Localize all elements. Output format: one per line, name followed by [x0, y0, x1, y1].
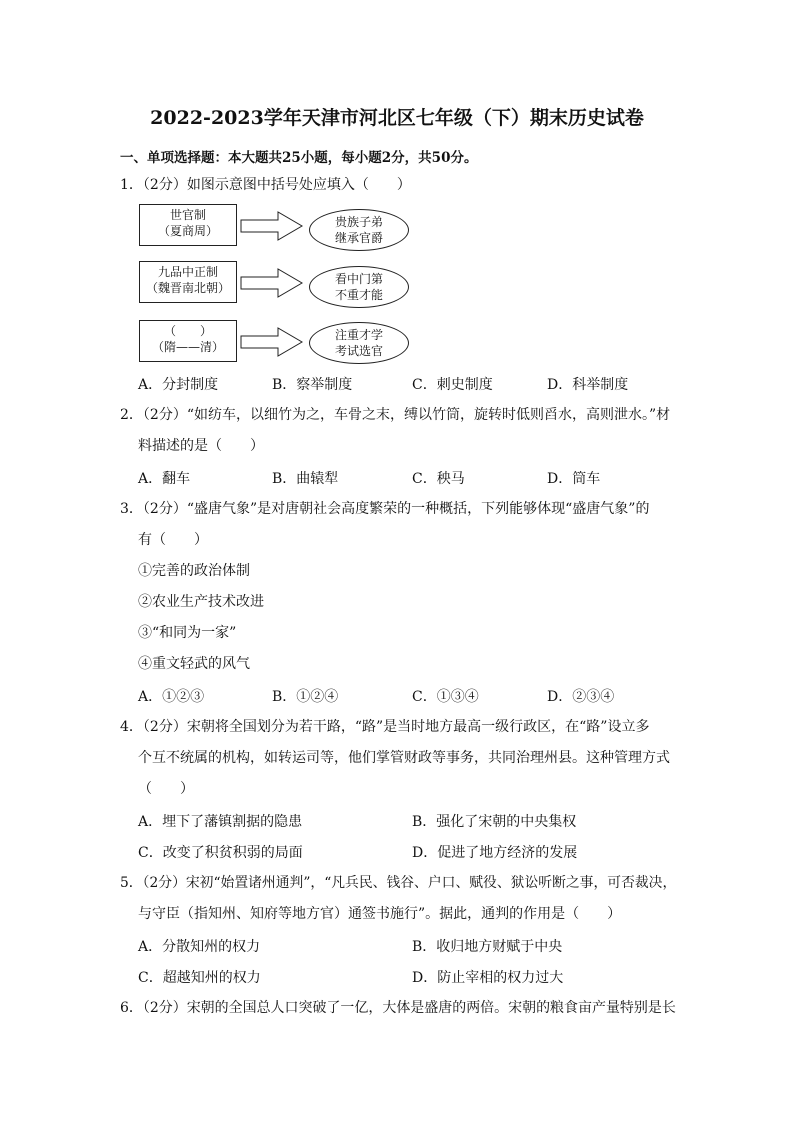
q3-option-d[interactable]: D．②③④	[547, 689, 615, 705]
diagram-box-1-line2: （夏商周）	[157, 224, 218, 238]
q2-option-a[interactable]: A．翻车	[138, 471, 191, 487]
diagram-ellipse-1-line1: 贵族子弟	[334, 215, 383, 229]
question-2-line-1: 2．（2分）“如纺车，以细竹为之，车骨之末，缚以竹筒，旋转时低则舀水，高则泄水。”材	[120, 407, 671, 423]
diagram-ellipse-1-line2: 继承官爵	[334, 231, 383, 245]
arrow-icon	[240, 268, 304, 298]
diagram-ellipse-3	[309, 322, 409, 364]
q5-option-d[interactable]: D．防止宰相的权力过大	[412, 970, 564, 986]
q3-option-c[interactable]: C．①③④	[412, 689, 479, 705]
q3-option-a[interactable]: A．①②③	[138, 689, 205, 705]
diagram-ellipse-3-line2: 考试选官	[334, 344, 383, 358]
diagram-box-2-line2: （魏晋南北朝）	[145, 281, 230, 295]
question-5-line-1: 5．（2分）宋初“始置诸州通判”，“凡兵民、钱谷、户口、赋役、狱讼听断之事，可否裁决，	[120, 875, 677, 891]
q3-item-3: ③“和同为一家”	[138, 625, 237, 641]
diagram-box-1	[139, 204, 237, 246]
diagram-box-2	[139, 261, 237, 303]
arrow-icon	[240, 211, 304, 241]
question-2-line-2: 料描述的是（ ）	[138, 438, 264, 454]
q1-option-b[interactable]: B．察举制度	[272, 377, 353, 393]
diagram-ellipse-2	[309, 266, 409, 308]
question-4-line-3: （ ）	[138, 781, 194, 797]
q3-item-2: ②农业生产技术改进	[138, 594, 264, 610]
arrow-icon	[240, 327, 304, 357]
q3-item-1: ①完善的政治体制	[138, 563, 250, 579]
q4-option-a[interactable]: A．埋下了藩镇割据的隐患	[138, 814, 303, 830]
q1-option-d[interactable]: D．科举制度	[547, 377, 629, 393]
question-4-line-2: 个互不统属的机构，如转运司等，他们掌管财政等事务，共同治理州县。这种管理方式	[138, 750, 670, 766]
question-4-line-1: 4．（2分）宋朝将全国划分为若干路，“路”是当时地方最高一级行政区，在“路”设立多	[120, 719, 650, 735]
q5-option-b[interactable]: B．收归地方财赋于中央	[412, 939, 563, 955]
q2-option-d[interactable]: D．筒车	[547, 471, 601, 487]
q1-option-a[interactable]: A．分封制度	[138, 377, 219, 393]
question-6-line-1: 6．（2分）宋朝的全国总人口突破了一亿，大体是盛唐的两倍。宋朝的粮食亩产量特别是长	[120, 1000, 676, 1016]
question-1-stem: 1．（2分）如图示意图中括号处应填入（ ）	[120, 177, 411, 193]
diagram-box-3-line1: （ ）	[163, 324, 212, 338]
diagram-box-3-line2: （隋——清）	[151, 340, 224, 354]
q4-option-b[interactable]: B．强化了宋朝的中央集权	[412, 814, 577, 830]
q3-option-b[interactable]: B．①②④	[272, 689, 339, 705]
q2-option-c[interactable]: C．秧马	[412, 471, 465, 487]
section-heading: 一、单项选择题：本大题共25小题，每小题2分，共50分。	[120, 150, 478, 166]
diagram-box-2-line1: 九品中正制	[157, 265, 218, 279]
diagram-box-1-line1: 世官制	[169, 208, 206, 222]
q2-option-b[interactable]: B．曲辕犁	[272, 471, 339, 487]
q1-option-c[interactable]: C．刺史制度	[412, 377, 493, 393]
q4-option-d[interactable]: D．促进了地方经济的发展	[412, 845, 578, 861]
diagram-ellipse-3-line1: 注重才学	[334, 328, 383, 342]
diagram-ellipse-2-line1: 看中门第	[334, 272, 383, 286]
question-5-line-2: 与守臣（指知州、知府等地方官）通签书施行”。据此，通判的作用是（ ）	[138, 906, 622, 922]
question-3-line-2: 有（ ）	[138, 532, 208, 548]
q4-option-c[interactable]: C．改变了积贫积弱的局面	[138, 845, 303, 861]
diagram-ellipse-1	[309, 209, 409, 251]
question-3-line-1: 3．（2分）“盛唐气象”是对唐朝社会高度繁荣的一种概括，下列能够体现“盛唐气象”的	[120, 501, 650, 517]
diagram-ellipse-2-line2: 不重才能	[334, 288, 383, 302]
q3-item-4: ④重文轻武的风气	[138, 656, 250, 672]
diagram-box-3	[139, 320, 237, 362]
q5-option-c[interactable]: C．超越知州的权力	[138, 970, 261, 986]
page-title: 2022-2023学年天津市河北区七年级（下）期末历史试卷	[150, 107, 644, 129]
q5-option-a[interactable]: A．分散知州的权力	[138, 939, 261, 955]
